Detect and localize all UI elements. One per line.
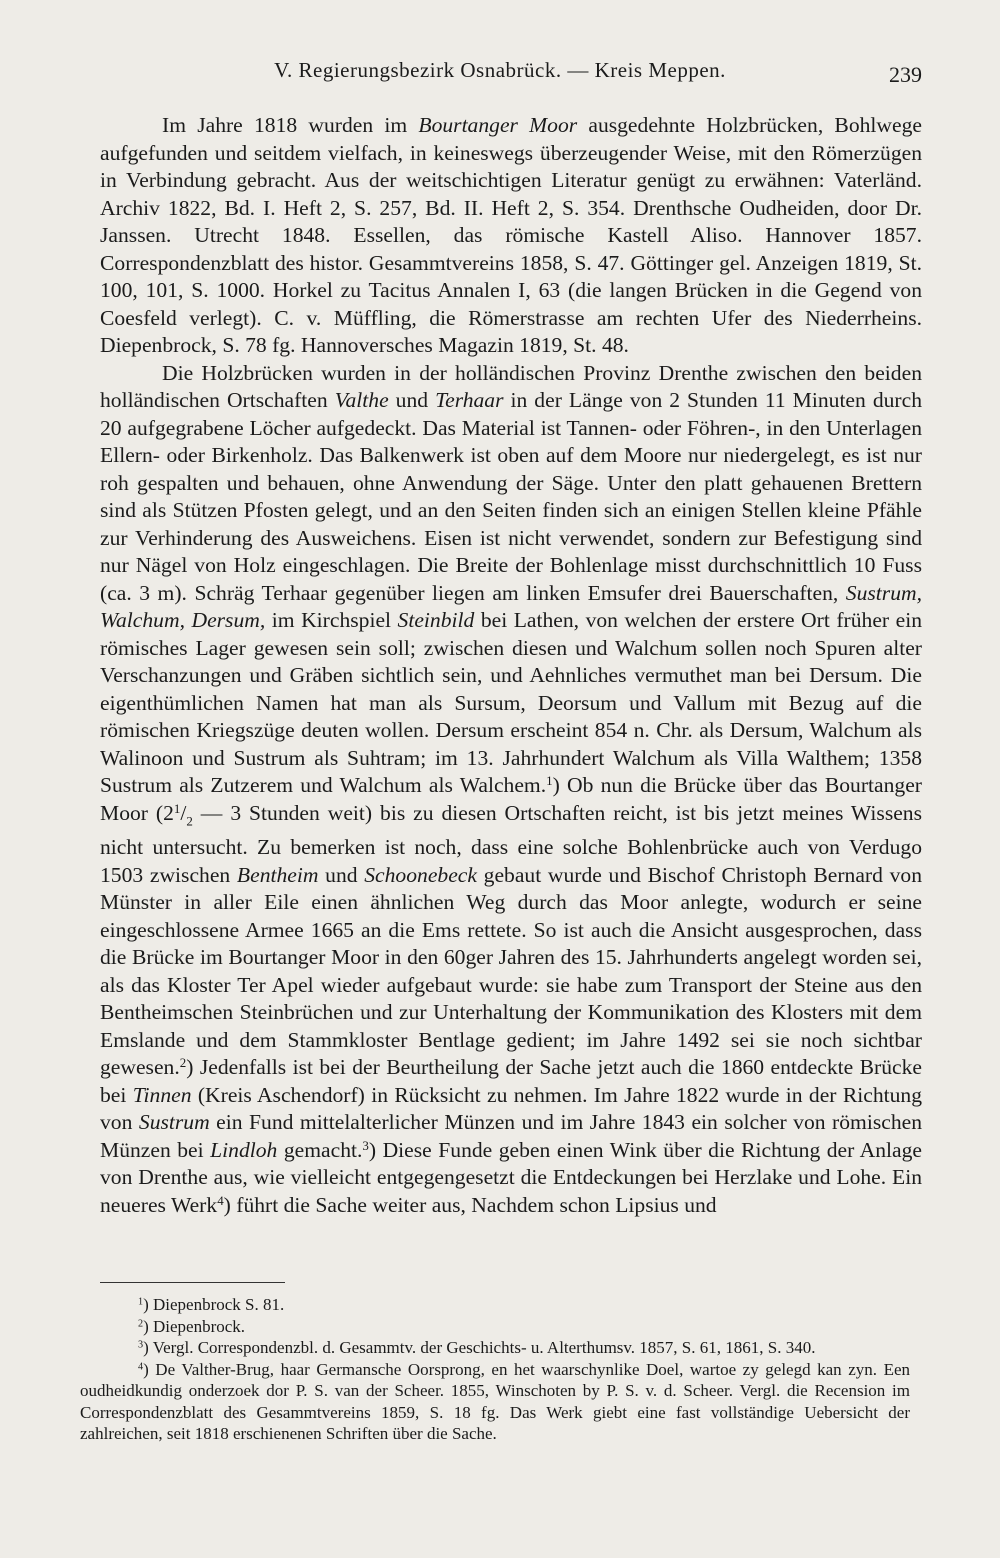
footnote-mark: 1	[138, 1296, 144, 1308]
place-name: Steinbild	[397, 608, 475, 632]
place-name: Lindloh	[210, 1137, 278, 1162]
place-name: Schoonebeck	[364, 862, 477, 887]
text-run: ) führt die Sache weiter aus, Nachdem schon Lipsius und	[223, 1192, 717, 1217]
place-name: Bentheim	[236, 862, 319, 887]
fraction-numerator: 1	[173, 800, 181, 816]
running-title: V. Regierungsbezirk Osnabrück. — Kreis Meppen.	[274, 58, 726, 82]
footnote-ref: 4	[217, 1192, 224, 1208]
footnote-ref: 3	[362, 1137, 369, 1153]
place-name: Terhaar	[435, 388, 504, 412]
place-name: Sustrum, Walchum, Dersum,	[100, 580, 922, 632]
text-run: Im Jahre 1818 wurden im	[162, 113, 419, 137]
text-run: — 3 Stunden weit) bis zu diesen Ortschaften reicht, ist bis jetzt meines Wissens nicht untersucht. Zu bemerken ist noch, dass eine solche Bohlenbrücke auch von Verdugo 1503 zwischen	[100, 800, 923, 887]
text-run: ) Diese Funde geben einen Wink über die Richtung der Anlage von Drenthe aus, wie vielleicht entgegengesetzt die Entdeckungen bei Herzlake und Lohe. Ein neueres Werk	[100, 1137, 922, 1217]
footnote-text: ) Diepenbrock.	[143, 1316, 246, 1336]
footnote-mark: 4	[138, 1360, 144, 1372]
fraction-denominator: 2	[186, 812, 193, 828]
footnote-1	[80, 1294, 910, 1316]
page-header	[0, 58, 1000, 94]
fraction-slash: /	[180, 800, 187, 825]
footnote-text: ) De Valther-Brug, haar Germansche Oorsprong, en het waarschynlike Doel, wartoe zy gelegd kan zyn. Een oudheidkundig onderzoek dor P. S. van der Scheer. 1855, Winschoten by P. S. v. d. Scheer. Vergl. die Recension im Correspondenzblatt des Gesammtvereins 1859, S. 18 fg. Das Werk giebt eine fast vollständige Uebersicht der zahlreichen, seit 1818 erschienenen Schriften über die Sache.	[80, 1359, 910, 1443]
place-name: Valthe	[334, 388, 389, 412]
place-name: Sustrum	[138, 1110, 210, 1135]
footnote-text: ) Vergl. Correspondenzbl. d. Gesammtv. der Geschichts- u. Alterthumsv. 1857, S. 61, 1861, S. 340.	[143, 1338, 816, 1357]
footnote-ref: 1	[546, 772, 553, 788]
footnote-mark: 3	[138, 1339, 144, 1351]
text-run: ein Fund mittelalterlicher Münzen und im Jahre 1843 ein solcher von römischen Münzen bei	[100, 1110, 922, 1162]
footnote-divider	[100, 1282, 285, 1283]
text-run: und	[388, 388, 436, 412]
footnote-ref: 2	[179, 1055, 187, 1071]
text-run: ausgedehnte Holzbrücken, Bohlwege aufgefunden und seitdem vielfach, in keineswegs überzeugender Weise, mit den Römerzügen in Verbindung gebracht. Aus der weitschichtigen Literatur genügt zu erwähnen: Vaterländ. Archiv 1822, Bd. I. Heft 2, S. 257, Bd. II. Heft 2, S. 354. Drenthsche Oudheiden, door Dr. Janssen. Utrecht 1848. Essellen, das römische Kastell Aliso. Hannover 1857. Correspondenzblatt des histor. Gesammtvereins 1858, S. 47. Göttinger gel. Anzeigen 1819, St. 100, 101, S. 1000. Horkel zu Tacitus Annalen I, 63 (die langen Brücken in die Gegend von Coesfeld verlegt). C. v. Müffling, die Römerstrasse am rechten Ufer des Niederrheins. Diepenbrock, S. 78 fg. Hannoversches Magazin 1819, St. 48.	[100, 113, 922, 357]
footnote-4	[80, 1359, 910, 1445]
text-run: gemacht.	[277, 1137, 363, 1162]
text-run: ) Ob nun die Brücke über das Bourtanger Moor (2	[100, 773, 922, 825]
text-run: (Kreis Aschendorf) in Rücksicht zu nehmen. Im Jahre 1822 wurde in der Richtung von	[100, 1082, 923, 1135]
paragraph-2	[100, 360, 922, 1220]
footnote-2	[80, 1316, 910, 1338]
footnote-mark: 2	[138, 1317, 144, 1329]
paragraph-1	[100, 112, 922, 360]
text-run: bei Lathen, von welchen der erstere Ort früher ein römisches Lager gewesen sein soll; zwischen diesen und Walchum sollen noch Spuren alter Verschanzungen und Gräben sichtlich sein, und Aehnliches vermuthet man bei Dersum. Die eigenthümlichen Namen hat man als Sursum, Deorsum und Vallum mit Bezug auf die römischen Kriegszüge deuten wollen. Dersum erscheint 854 n. Chr. als Dersum, Walchum als Walinoon und Sustrum als Suhtram; im 13. Jahrhundert Walchum als Villa Walthem; 1358 Sustrum als Zutzerem und Walchum als Walchem.	[100, 608, 922, 797]
text-run: und	[318, 862, 365, 887]
footnotes	[80, 1294, 910, 1445]
text-run: im Kirchspiel	[265, 608, 398, 632]
footnote-text: ) Diepenbrock S. 81.	[143, 1295, 285, 1314]
text-run: gebaut wurde und Bischof Christoph Bernard von Münster in aller Eile einen ähnlichen Weg durch das Moor anlegte, wodurch er seine eingeschlossene Armee 1665 an die Ems rettete. So ist auch die Ansicht ausgesprochen, dass die Brücke im Bourtanger Moor in den 60ger Jahren des 15. Jahrhunderts angelegt worden sei, als das Kloster Ter Apel wieder aufgebaut wurde: sie habe zum Transport der Steine aus den Bentheimschen Steinbrüchen und zur Unterhaltung der Kommunikation des Klosters mit dem Emslande und dem Stammkloster Bentlage gedient; im Jahre 1492 sei sie noch sichtbar gewesen.	[100, 862, 922, 1080]
page-number: 239	[889, 62, 922, 87]
place-name: Bourtanger Moor	[418, 113, 578, 137]
main-text	[100, 112, 922, 1219]
place-name: Tinnen	[132, 1082, 192, 1107]
text-run: Die Holzbrücken wurden in der holländischen Provinz Drenthe zwischen den beiden holländischen Ortschaften	[100, 360, 922, 412]
text-run: ) Jedenfalls ist bei der Beurtheilung der Sache jetzt auch die 1860 entdeckte Brücke bei	[100, 1055, 922, 1107]
text-run: in der Länge von 2 Stunden 11 Minuten durch 20 aufgegrabene Löcher aufgedeckt. Das Material ist Tannen- oder Föhren-, in den Unterlagen Ellern- oder Birkenholz. Das Balkenwerk ist oben auf dem Moore nur niedergelegt, es ist nur roh gespalten und behauen, ohne Anwendung der Säge. Unter den platt gehauenen Brettern sind als Stützen Pfosten gelegt, und an den Seiten finden sich an einigen Stellen kleine Pfähle zur Verhinderung des Ausweichens. Eisen ist nicht verwendet, sondern zur Befestigung sind nur Nägel von Holz eingeschlagen. Die Breite der Bohlenlage misst durchschnittlich 10 Fuss (ca. 3 m). Schräg Terhaar gegenüber liegen am linken Emsufer drei Bauerschaften,	[100, 388, 922, 605]
footnote-3	[80, 1337, 910, 1359]
